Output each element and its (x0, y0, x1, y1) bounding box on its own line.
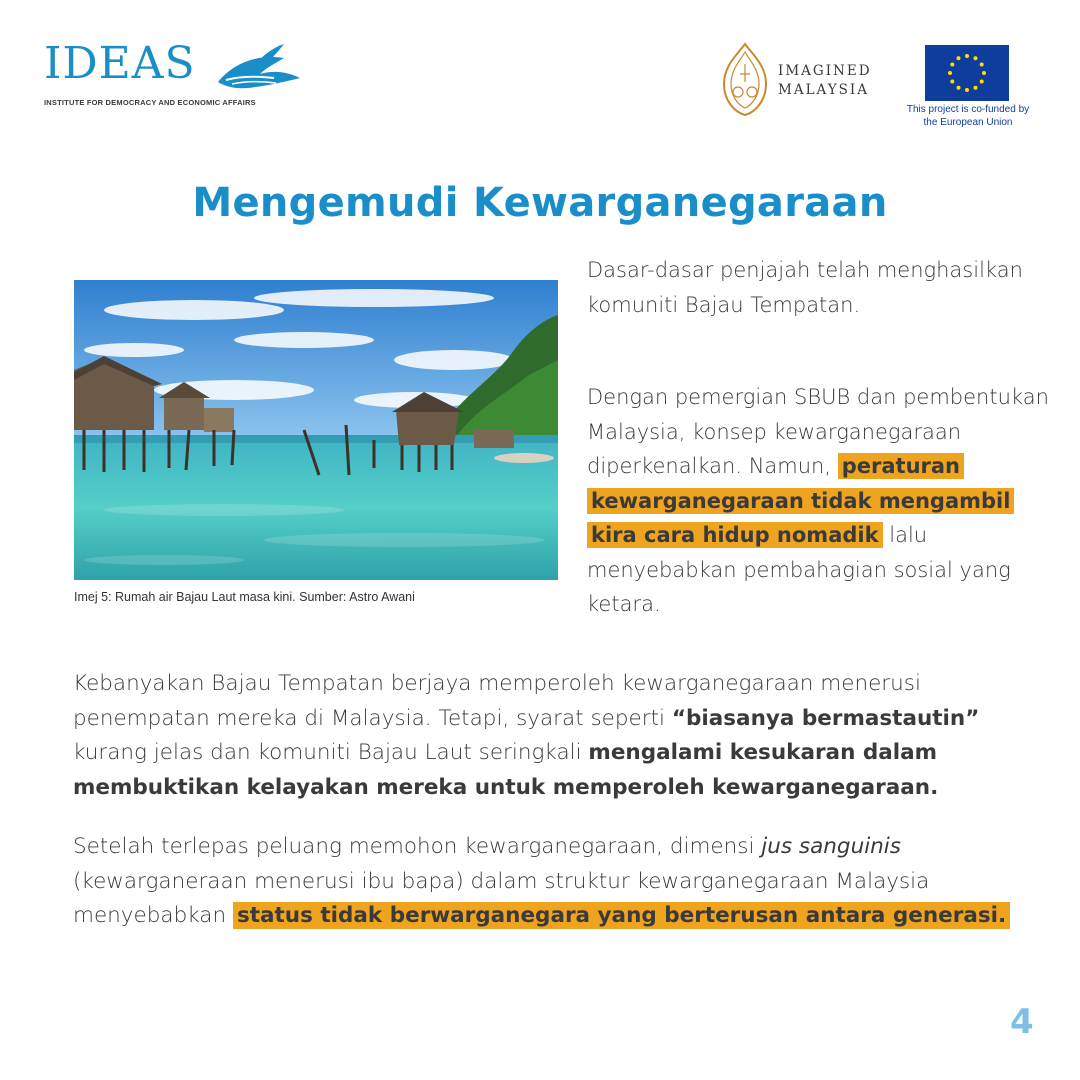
para4-text-b: (kewarganeraan menerusi ibu bapa) dalam struktur kewarganegaraan Malaysia menyebabkan (73, 868, 930, 928)
bajau-tempatan-paragraph (73, 667, 1013, 805)
citizenship-rules-paragraph (587, 380, 1057, 622)
intro-paragraph: Dasar-dasar penjajah telah menghasilkan komuniti Bajau Tempatan. (587, 258, 1023, 317)
imagined-line: IMAGINED (778, 63, 872, 79)
wayang-emblem-icon (720, 42, 770, 117)
image-caption: Imej 5: Rumah air Bajau Laut masa kini. Sumber: Astro Awani (74, 590, 415, 604)
imagined-malaysia-wordmark (778, 62, 872, 100)
para2-intro: Dengan pemergian SBUB dan pembentukan Malaysia, konsep kewarganegaraan diperkenalkan. Namun, (587, 385, 1049, 478)
para4-text-a: Setelah terlepas peluang memohon kewarganegaraan, dimensi (73, 834, 755, 859)
para2-highlight: peraturan kewarganegaraan tidak mengambil kira cara hidup nomadik (587, 453, 1014, 548)
para3-bold-quote: “biasanya bermastautin” (671, 705, 980, 731)
bajau-water-houses-photo (74, 280, 558, 580)
ideas-logo (44, 38, 284, 114)
bird-icon (214, 42, 304, 94)
para4-italic-term: jus sanguinis (761, 834, 901, 859)
eu-caption-line-1: This project is co-funded by (906, 104, 1030, 115)
eu-funding-caption (893, 104, 1043, 129)
malaysia-line: MALAYSIA (778, 81, 869, 98)
para3-text-a: Kebanyakan Bajau Tempatan berjaya memperoleh kewarganegaraan menerusi penempatan mereka di Malaysia. Tetapi, syarat seperti (73, 671, 921, 731)
page-title: Mengemudi Kewarganegaraan (192, 180, 888, 226)
ideas-logo-subtitle: INSTITUTE FOR DEMOCRACY AND ECONOMIC AFFAIRS (44, 98, 256, 107)
para4-highlight: status tidak berwarganegara yang berterusan antara generasi. (233, 902, 1010, 929)
eu-caption-line-2: the European Union (923, 116, 1013, 128)
jus-sanguinis-paragraph (73, 830, 1033, 934)
imagined-malaysia-logo (720, 42, 900, 117)
para3-text-b: kurang jelas dan komuniti Bajau Laut seringkali (73, 740, 582, 765)
para3-bold-statement: mengalami kesukaran dalam membuktikan kelayakan mereka untuk memperoleh kewarganegaraan. (73, 740, 939, 800)
page-number: 4 (1010, 1002, 1034, 1042)
para2-end: lalu menyebabkan pembahagian sosial yang ketara. (587, 523, 1011, 616)
ideas-logo-wordmark: IDEAS (44, 38, 196, 89)
eu-flag-icon (925, 45, 1009, 101)
